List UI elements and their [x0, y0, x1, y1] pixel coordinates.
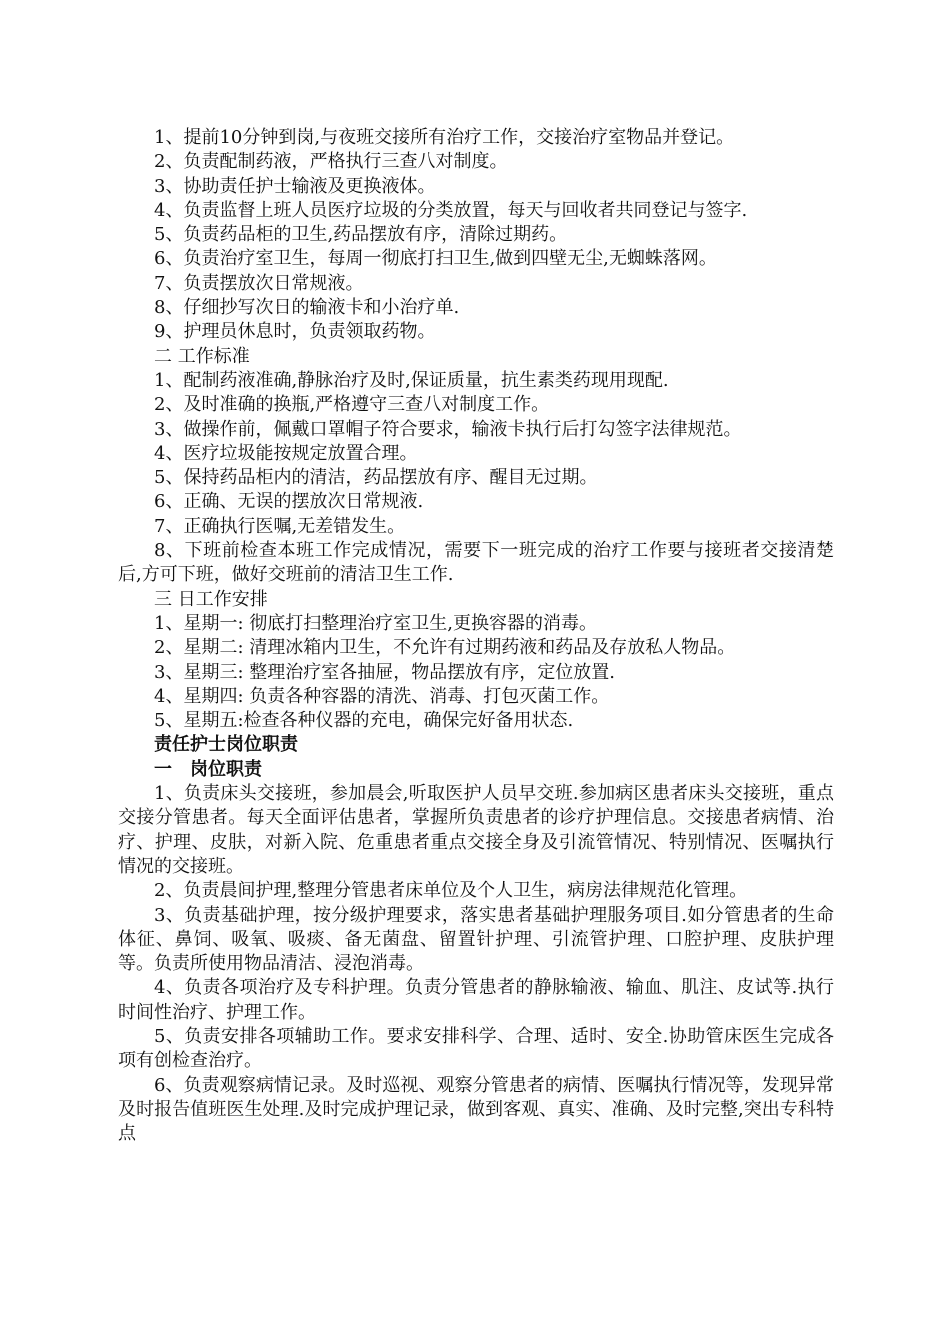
- paragraph: 6、负责观察病情记录。及时巡视、观察分管患者的病情、医嘱执行情况等，发现异常及时报告值班医生处理.及时完成护理记录，做到客观、真实、准确、及时完整,突出专科特点: [118, 1074, 834, 1145]
- paragraph: 7、正确执行医嘱,无差错发生。: [154, 515, 406, 537]
- paragraph: 3、做操作前，佩戴口罩帽子符合要求，输液卡执行后打勾签字法律规范。: [154, 418, 742, 440]
- paragraph: 4、负责各项治疗及专科护理。负责分管患者的静脉输液、输血、肌注、皮试等.执行时间性治疗、护理工作。: [118, 977, 834, 1023]
- document-page: [118, 126, 834, 1146]
- paragraph: 1、负责床头交接班，参加晨会,听取医护人员早交班.参加病区患者床头交接班，重点交接分管患者。每天全面评估患者，掌握所负责患者的诊疗护理信息。交接患者病情、治疗、护理、皮肤，对新入院、危重患者重点交接全身及引流管情况、特别情况、医嘱执行情况的交接班。: [118, 783, 834, 877]
- paragraph: 3、星期三: 整理治疗室各抽屉，物品摆放有序，定位放置.: [154, 661, 615, 683]
- paragraph: 4、星期四: 负责各种容器的清洗、消毒、打包灭菌工作。: [154, 685, 610, 707]
- paragraph: 4、医疗垃圾能按规定放置合理。: [154, 442, 418, 464]
- paragraph: 1、提前10分钟到岗,与夜班交接所有治疗工作，交接治疗室物品并登记。: [154, 127, 735, 148]
- paragraph: 5、星期五:检查各种仪器的充电，确保完好备用状态.: [154, 710, 574, 732]
- paragraph: 3、协助责任护士输液及更换液体。: [154, 175, 436, 197]
- bold-heading: 责任护士岗位职责: [154, 734, 298, 756]
- section-heading: 三 日工作安排: [154, 588, 268, 610]
- paragraph: 2、负责配制药液，严格执行三查八对制度。: [154, 151, 508, 173]
- paragraph: 9、护理员休息时，负责领取药物。: [154, 321, 436, 343]
- paragraph: 5、保持药品柜内的清洁，药品摆放有序、醒目无过期。: [154, 467, 598, 489]
- paragraph: 3、负责基础护理，按分级护理要求，落实患者基础护理服务项目.如分管患者的生命体征、鼻饲、吸氧、吸痰、备无菌盘、留置针护理、引流管护理、口腔护理、皮肤护理等。负责所使用物品清洁、浸泡消毒。: [118, 904, 834, 975]
- paragraph: 2、星期二: 清理冰箱内卫生，不允许有过期药液和药品及存放私人物品。: [154, 637, 736, 659]
- paragraph: 8、下班前检查本班工作完成情况，需要下一班完成的治疗工作要与接班者交接清楚后,方可下班，做好交班前的清洁卫生工作.: [118, 540, 834, 586]
- paragraph: 8、仔细抄写次日的输液卡和小治疗单.: [154, 297, 460, 319]
- paragraph: 2、及时准确的换瓶,严格遵守三查八对制度工作。: [154, 394, 550, 416]
- paragraph: 5、负责药品柜的卫生,药品摆放有序，清除过期药。: [154, 224, 568, 246]
- paragraph: 1、配制药液准确,静脉治疗及时,保证质量，抗生素类药现用现配.: [154, 369, 669, 391]
- paragraph: 1、星期一: 彻底打扫整理治疗室卫生,更换容器的消毒。: [154, 612, 597, 634]
- paragraph: 4、负责监督上班人员医疗垃圾的分类放置，每天与回收者共同登记与签字.: [154, 199, 748, 221]
- bold-heading: 一 岗位职责: [154, 758, 262, 780]
- paragraph: 7、负责摆放次日常规液。: [154, 272, 364, 294]
- section-heading: 二 工作标准: [154, 345, 250, 367]
- paragraph: 2、负责晨间护理,整理分管患者床单位及个人卫生，病房法律规范化管理。: [154, 880, 748, 902]
- paragraph: 6、负责治疗室卫生，每周一彻底打扫卫生,做到四壁无尘,无蜘蛛落网。: [154, 248, 717, 270]
- paragraph: 5、负责安排各项辅助工作。要求安排科学、合理、适时、安全.协助管床医生完成各项有创检查治疗。: [118, 1025, 834, 1072]
- paragraph: 6、正确、无误的摆放次日常规液.: [154, 491, 424, 513]
